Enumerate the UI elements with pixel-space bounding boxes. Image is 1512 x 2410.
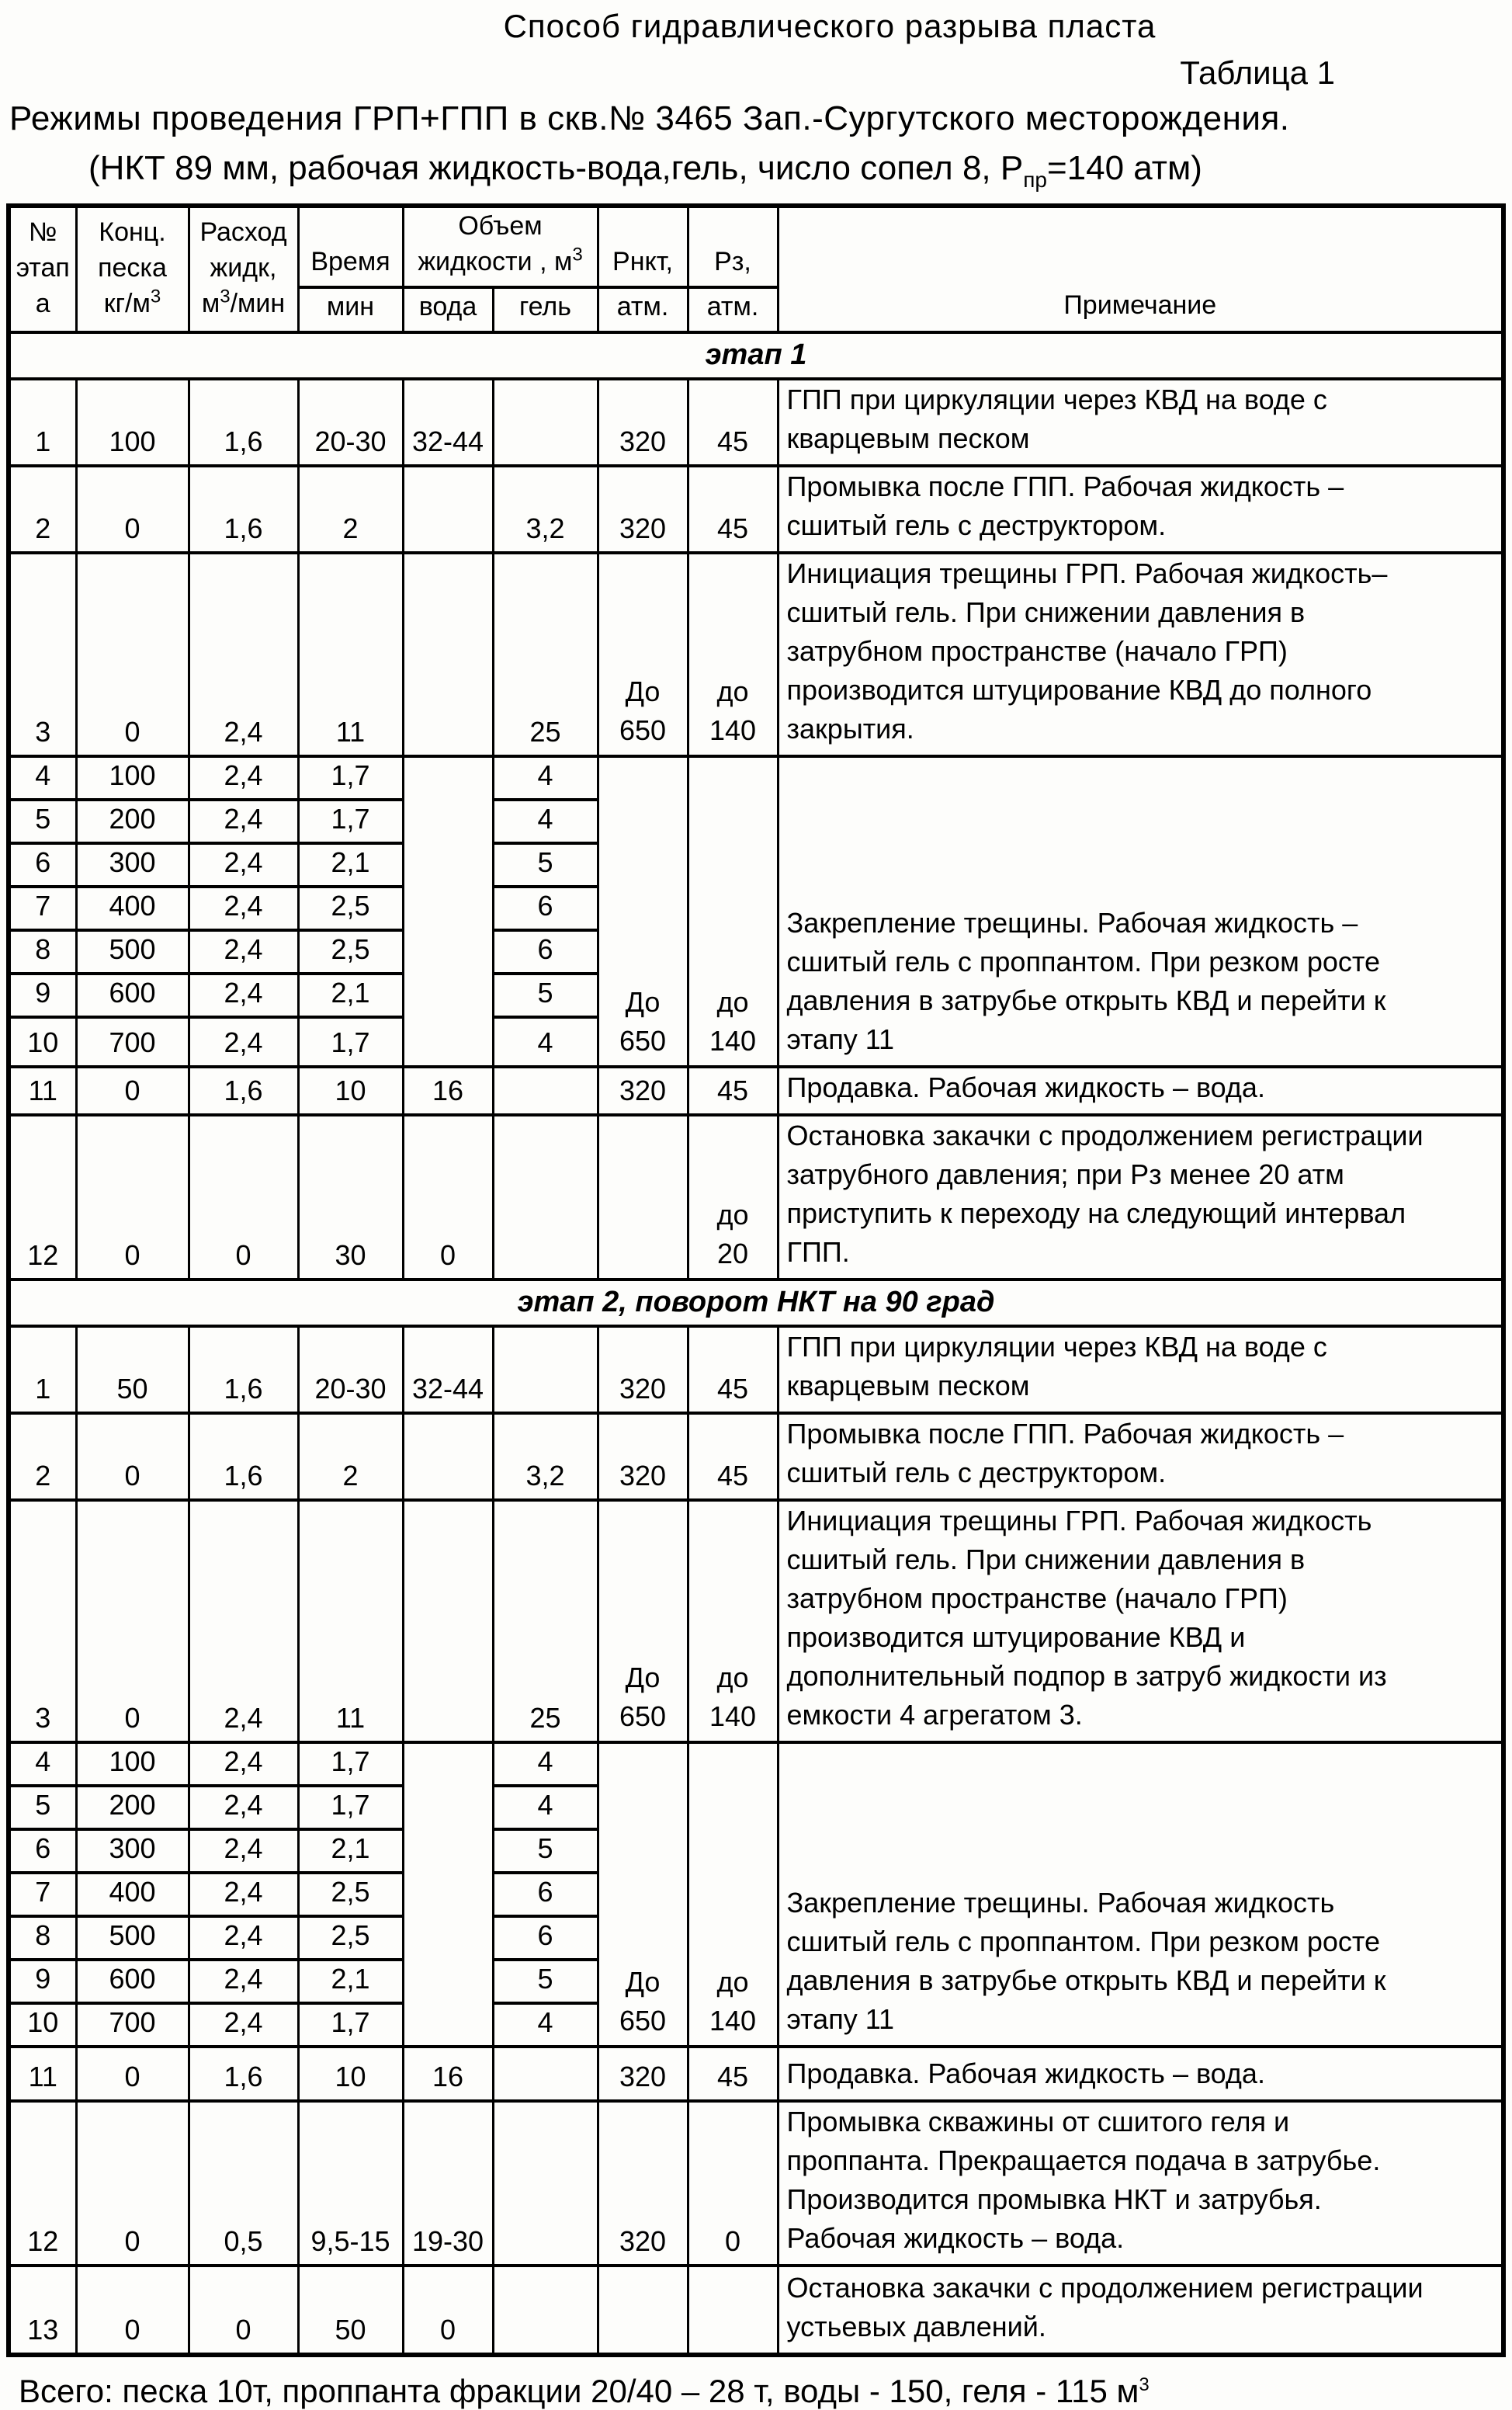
pressure-line: 20	[716, 1238, 749, 1269]
cell-gel: 5	[493, 974, 598, 1017]
cell-time: 2,5	[298, 930, 403, 974]
cell-conc: 300	[76, 843, 189, 887]
cell-conc: 100	[76, 379, 189, 466]
col-header-volume	[403, 206, 598, 287]
cell-note: Промывка после ГПП. Рабочая жидкость – сшитый гель с деструктором.	[778, 466, 1503, 553]
cell-rate: 2,4	[189, 2003, 298, 2047]
unit-sup: 3	[220, 286, 231, 307]
cell-time: 2,1	[298, 843, 403, 887]
cell-time: 2,1	[298, 1829, 403, 1873]
cell-time: 2,1	[298, 974, 403, 1017]
header-line	[81, 286, 185, 321]
cell-rate: 1,6	[189, 466, 298, 553]
conditions-line	[88, 149, 1512, 192]
cell-pz	[688, 1500, 778, 1742]
cell-no: 10	[9, 2003, 76, 2047]
cell-gel: 4	[493, 2003, 598, 2047]
cell-pz: 45	[688, 1413, 778, 1500]
cell-time: 2,5	[298, 1916, 403, 1960]
table-row	[9, 1067, 1503, 1115]
cell-pz-merged	[688, 1742, 778, 2047]
cell-rate: 0	[189, 1115, 298, 1280]
cell-note: Инициация трещины ГРП. Рабочая жидкость– сшитый гель. При снижении давления в затрубном пространстве (начало ГРП) производится штуцирование КВД до полного закрытия.	[778, 553, 1503, 756]
totals-line	[19, 2373, 1512, 2410]
cell-gel: 4	[493, 1017, 598, 1067]
pressure-line: до	[716, 1662, 749, 1693]
cell-gel-empty	[493, 1067, 598, 1115]
cell-rate: 1,6	[189, 1067, 298, 1115]
col-header-time-unit: мин	[298, 287, 403, 332]
cell-pnkt-empty	[598, 2266, 688, 2355]
unit-sup: 3	[572, 244, 583, 266]
cell-no: 6	[9, 1829, 76, 1873]
cell-time: 2	[298, 466, 403, 553]
cell-conc: 600	[76, 974, 189, 1017]
cell-rate: 2,4	[189, 756, 298, 800]
cell-note: Промывка после ГПП. Рабочая жидкость – сшитый гель с деструктором.	[778, 1413, 1503, 1500]
pressure-line: 140	[709, 2005, 757, 2037]
cell-gel-empty	[493, 2266, 598, 2355]
cell-no: 13	[9, 2266, 76, 2355]
cell-gel: 6	[493, 1873, 598, 1916]
table-row	[9, 1500, 1503, 1742]
cell-no: 6	[9, 843, 76, 887]
table-row	[9, 1413, 1503, 1500]
cell-pz: 45	[688, 379, 778, 466]
cell-water-merged-empty	[403, 1742, 493, 2047]
cell-no: 8	[9, 930, 76, 974]
cell-water: 32-44	[403, 379, 493, 466]
cell-pz	[688, 1115, 778, 1280]
pressure-line: 140	[709, 1025, 757, 1057]
cell-rate: 2,4	[189, 1017, 298, 1067]
unit-base: м	[201, 289, 220, 318]
cell-rate: 2,4	[189, 1916, 298, 1960]
cell-water-empty	[403, 1500, 493, 1742]
subtitle: Режимы проведения ГРП+ГПП в скв.№ 3465 Зап.-Сургутского месторождения.	[9, 99, 1290, 137]
table-row	[9, 1326, 1503, 1413]
cell-no: 3	[9, 553, 76, 756]
col-header-fluid-rate	[189, 206, 298, 332]
cell-rate: 2,4	[189, 1960, 298, 2003]
cell-note: Продавка. Рабочая жидкость – вода.	[778, 2047, 1503, 2101]
cell-gel: 4	[493, 756, 598, 800]
cell-conc: 0	[76, 553, 189, 756]
table-row	[9, 466, 1503, 553]
cell-gel: 4	[493, 1786, 598, 1829]
page-title: Способ гидравлического разрыва пласта	[503, 8, 1157, 44]
cell-conc: 600	[76, 1960, 189, 2003]
cell-gel: 25	[493, 553, 598, 756]
stage2-section-header	[9, 1280, 1503, 1326]
cell-no: 7	[9, 1873, 76, 1916]
col-header-pnkt-unit: атм.	[598, 287, 688, 332]
cell-note: ГПП при циркуляции через КВД на воде с кварцевым песком	[778, 1326, 1503, 1413]
cell-gel: 4	[493, 1742, 598, 1786]
table-row	[9, 1742, 1503, 1786]
pressure-line: До	[625, 1966, 661, 1998]
pressure-line: 140	[709, 1700, 757, 1732]
cell-gel-empty	[493, 1115, 598, 1280]
cell-gel: 5	[493, 1829, 598, 1873]
cell-note-merged: Закрепление трещины. Рабочая жидкость – сшитый гель с проппантом. При резком росте давления в затрубье открыть КВД и перейти к этапу 11	[778, 756, 1503, 1067]
header-line: песка	[98, 253, 167, 283]
cell-pnkt-merged	[598, 1742, 688, 2047]
cell-note: Промывка скважины от сшитого геля и проппанта. Прекращается подача в затрубье. Производится промывка НКТ и затрубья. Рабочая жидкость – вода.	[778, 2101, 1503, 2266]
cell-gel: 6	[493, 1916, 598, 1960]
col-header-pnkt: Рнкт,	[598, 206, 688, 287]
cell-rate: 1,6	[189, 2047, 298, 2101]
cell-pz: 45	[688, 2047, 778, 2101]
cell-note: Остановка закачки с продолжением регистрации затрубного давления; при Рз менее 20 атм приступить к переходу на следующий интервал ГПП.	[778, 1115, 1503, 1280]
pressure-line: 140	[709, 714, 757, 746]
cell-time: 20-30	[298, 379, 403, 466]
cell-pnkt: 320	[598, 1067, 688, 1115]
cell-pz: 45	[688, 1067, 778, 1115]
cell-no: 4	[9, 1742, 76, 1786]
unit-base: жидкости , м	[418, 247, 573, 276]
cell-time: 10	[298, 1067, 403, 1115]
cell-time: 2	[298, 1413, 403, 1500]
cell-time: 1,7	[298, 756, 403, 800]
cell-conc: 100	[76, 1742, 189, 1786]
cell-no: 4	[9, 756, 76, 800]
cell-conc: 0	[76, 466, 189, 553]
table-row	[9, 1115, 1503, 1280]
cell-gel: 3,2	[493, 1413, 598, 1500]
pressure-line: До	[625, 1662, 661, 1693]
cell-rate: 2,4	[189, 1829, 298, 1873]
pressure-line: 650	[619, 1700, 667, 1732]
cell-pz-merged	[688, 756, 778, 1067]
cell-rate: 2,4	[189, 843, 298, 887]
cell-water: 16	[403, 1067, 493, 1115]
cell-conc: 500	[76, 1916, 189, 1960]
cell-water-empty	[403, 466, 493, 553]
cell-water: 16	[403, 2047, 493, 2101]
cell-time: 20-30	[298, 1326, 403, 1413]
header-line: Объем	[458, 211, 543, 241]
cell-note: Продавка. Рабочая жидкость – вода.	[778, 1067, 1503, 1115]
cell-gel-empty	[493, 2047, 598, 2101]
cell-pz: 0	[688, 2101, 778, 2266]
cell-rate: 2,4	[189, 553, 298, 756]
pressure-line: 650	[619, 714, 667, 746]
cell-pz-empty	[688, 2266, 778, 2355]
cell-gel: 4	[493, 800, 598, 843]
cell-note: Остановка закачки с продолжением регистрации устьевых давлений.	[778, 2266, 1503, 2355]
cell-rate: 2,4	[189, 1873, 298, 1916]
conditions-sub: пр	[1023, 167, 1047, 192]
cell-rate: 0,5	[189, 2101, 298, 2266]
col-header-gel: гель	[493, 287, 598, 332]
cell-conc: 200	[76, 1786, 189, 1829]
cell-time: 2,1	[298, 1960, 403, 2003]
cell-rate: 1,6	[189, 1413, 298, 1500]
cell-conc: 0	[76, 1500, 189, 1742]
col-header-stage	[9, 206, 76, 332]
cell-note: Инициация трещины ГРП. Рабочая жидкость сшитый гель. При снижении давления в затрубном пространстве (начало ГРП) производится штуцирование КВД и дополнительный подпор в затруб жидкости из емкости 4 агрегатом 3.	[778, 1500, 1503, 1742]
col-header-sand-conc	[76, 206, 189, 332]
cell-pnkt: 320	[598, 2047, 688, 2101]
cell-conc: 0	[76, 2047, 189, 2101]
table-row	[9, 2101, 1503, 2266]
cell-no: 3	[9, 1500, 76, 1742]
cell-water: 0	[403, 2266, 493, 2355]
header-line: этап	[16, 253, 70, 283]
cell-no: 1	[9, 379, 76, 466]
cell-conc: 300	[76, 1829, 189, 1873]
cell-no: 9	[9, 1960, 76, 2003]
cell-pnkt: 320	[598, 2101, 688, 2266]
cell-gel: 5	[493, 843, 598, 887]
cell-pnkt: 320	[598, 466, 688, 553]
table-row	[9, 2047, 1503, 2101]
cell-pnkt: 320	[598, 1326, 688, 1413]
cell-no: 12	[9, 2101, 76, 2266]
cell-no: 9	[9, 974, 76, 1017]
pressure-line: До	[625, 986, 661, 1018]
totals-sup: 3	[1139, 2374, 1150, 2395]
header-row-top	[9, 206, 1503, 287]
cell-gel: 6	[493, 887, 598, 930]
cell-note-merged: Закрепление трещины. Рабочая жидкость сшитый гель с проппантом. При резком росте давления в затрубье открыть КВД и перейти к этапу 11	[778, 1742, 1503, 2047]
cell-time: 1,7	[298, 1742, 403, 1786]
header-line: №	[29, 217, 57, 247]
cell-rate: 1,6	[189, 379, 298, 466]
cell-time: 1,7	[298, 800, 403, 843]
cell-water-empty	[403, 553, 493, 756]
col-header-water: вода	[403, 287, 493, 332]
conditions-pre: (НКТ 89 мм, рабочая жидкость-вода,гель, число сопел 8, Р	[88, 149, 1024, 187]
cell-rate: 0	[189, 2266, 298, 2355]
cell-rate: 2,4	[189, 887, 298, 930]
unit-post: /мин	[230, 289, 286, 318]
cell-water: 32-44	[403, 1326, 493, 1413]
cell-conc: 400	[76, 1873, 189, 1916]
cell-gel-empty	[493, 2101, 598, 2266]
cell-pnkt: 320	[598, 379, 688, 466]
pressure-line: 650	[619, 2005, 667, 2037]
header-line: Конц.	[99, 217, 166, 247]
cell-time: 2,5	[298, 887, 403, 930]
totals-text: Всего: песка 10т, проппанта фракции 20/40 – 28 т, воды - 150, геля - 115 м	[19, 2373, 1139, 2409]
pressure-line: до	[716, 675, 749, 707]
stage1-label: этап 1	[9, 332, 1503, 379]
cell-rate: 2,4	[189, 800, 298, 843]
cell-pz: 45	[688, 466, 778, 553]
stage2-label: этап 2, поворот НКТ на 90 град	[9, 1280, 1503, 1326]
cell-conc: 50	[76, 1326, 189, 1413]
cell-pnkt	[598, 553, 688, 756]
cell-conc: 400	[76, 887, 189, 930]
header-line	[193, 286, 294, 321]
header-line: Расход	[199, 217, 287, 247]
cell-conc: 500	[76, 930, 189, 974]
cell-time: 50	[298, 2266, 403, 2355]
cell-pz: 45	[688, 1326, 778, 1413]
cell-gel-empty	[493, 1326, 598, 1413]
cell-no: 8	[9, 1916, 76, 1960]
cell-no: 5	[9, 800, 76, 843]
cell-pnkt	[598, 1500, 688, 1742]
cell-time: 11	[298, 553, 403, 756]
table-row	[9, 553, 1503, 756]
cell-conc: 0	[76, 1115, 189, 1280]
cell-conc: 700	[76, 1017, 189, 1067]
cell-no: 12	[9, 1115, 76, 1280]
pressure-line: До	[625, 675, 661, 707]
cell-no: 7	[9, 887, 76, 930]
header-line: жидк,	[210, 253, 277, 283]
cell-no: 1	[9, 1326, 76, 1413]
col-header-note: Примечание	[778, 206, 1503, 332]
table-row	[9, 2266, 1503, 2355]
col-header-pz: Рз,	[688, 206, 778, 287]
cell-time: 11	[298, 1500, 403, 1742]
cell-time: 1,7	[298, 2003, 403, 2047]
col-header-time: Время	[298, 206, 403, 287]
cell-time: 30	[298, 1115, 403, 1280]
cell-conc: 0	[76, 1067, 189, 1115]
cell-gel: 3,2	[493, 466, 598, 553]
cell-conc: 0	[76, 1413, 189, 1500]
cell-no: 2	[9, 1413, 76, 1500]
cell-rate: 2,4	[189, 974, 298, 1017]
cell-rate: 1,6	[189, 1326, 298, 1413]
cell-conc: 0	[76, 2101, 189, 2266]
cell-water: 19-30	[403, 2101, 493, 2266]
cell-pz	[688, 553, 778, 756]
cell-water-merged-empty	[403, 756, 493, 1067]
table-label: Таблица 1	[1180, 54, 1335, 91]
cell-conc: 200	[76, 800, 189, 843]
cell-no: 5	[9, 1786, 76, 1829]
cell-note: ГПП при циркуляции через КВД на воде с кварцевым песком	[778, 379, 1503, 466]
table-row	[9, 756, 1503, 800]
cell-time: 10	[298, 2047, 403, 2101]
header-line	[407, 244, 594, 280]
cell-conc: 100	[76, 756, 189, 800]
cell-gel-empty	[493, 379, 598, 466]
cell-rate: 2,4	[189, 930, 298, 974]
cell-gel: 5	[493, 1960, 598, 2003]
cell-pnkt: 320	[598, 1413, 688, 1500]
cell-gel: 25	[493, 1500, 598, 1742]
cell-gel: 6	[493, 930, 598, 974]
table-row	[9, 379, 1503, 466]
cell-water-empty	[403, 1413, 493, 1500]
cell-no: 2	[9, 466, 76, 553]
pressure-line: 650	[619, 1025, 667, 1057]
pressure-line: до	[716, 986, 749, 1018]
cell-pnkt-merged	[598, 756, 688, 1067]
col-header-pz-unit: атм.	[688, 287, 778, 332]
cell-rate: 2,4	[189, 1786, 298, 1829]
pressure-line: до	[716, 1199, 749, 1231]
cell-time: 2,5	[298, 1873, 403, 1916]
unit-base: кг/м	[103, 289, 151, 318]
cell-time: 1,7	[298, 1017, 403, 1067]
pressure-line: до	[716, 1966, 749, 1998]
cell-no: 11	[9, 1067, 76, 1115]
cell-conc: 0	[76, 2266, 189, 2355]
header-line: а	[35, 289, 50, 318]
cell-no: 10	[9, 1017, 76, 1067]
unit-sup: 3	[150, 286, 161, 307]
cell-pnkt-empty	[598, 1115, 688, 1280]
cell-conc: 700	[76, 2003, 189, 2047]
cell-rate: 2,4	[189, 1742, 298, 1786]
stage1-section-header	[9, 332, 1503, 379]
cell-time: 9,5-15	[298, 2101, 403, 2266]
conditions-post: =140 атм)	[1046, 149, 1202, 187]
cell-no: 11	[9, 2047, 76, 2101]
frac-regime-table	[6, 203, 1506, 2357]
cell-water: 0	[403, 1115, 493, 1280]
cell-time: 1,7	[298, 1786, 403, 1829]
cell-rate: 2,4	[189, 1500, 298, 1742]
